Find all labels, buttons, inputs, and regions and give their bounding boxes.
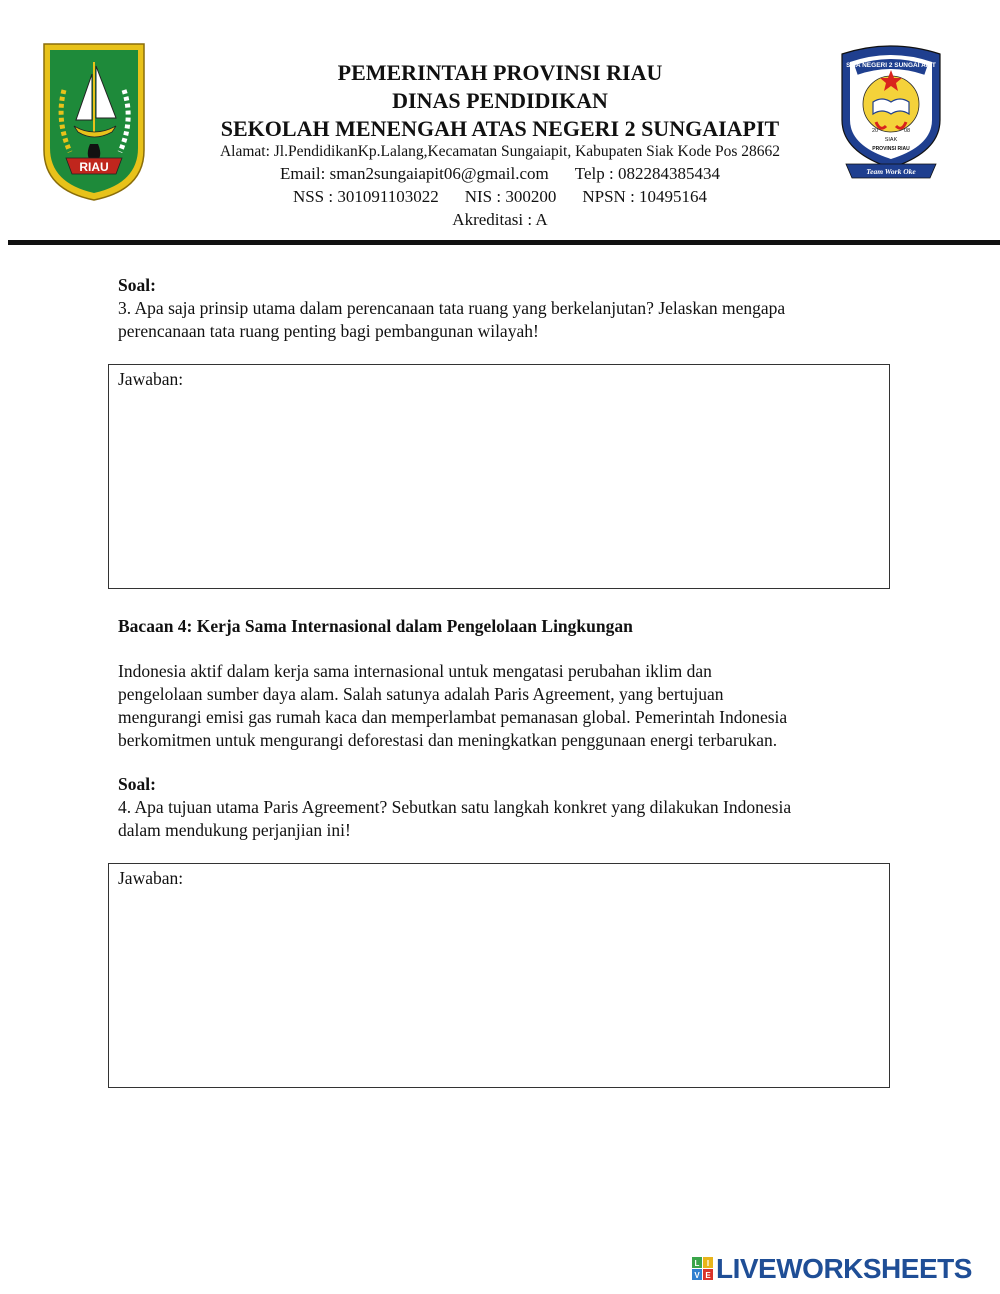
reading-line: Indonesia aktif dalam kerja sama internasional untuk mengatasi perubahan iklim dan xyxy=(118,661,712,681)
soal-label: Soal: xyxy=(118,774,156,794)
header-nss: NSS : 301091103022 xyxy=(292,187,439,206)
header-identifiers xyxy=(0,186,1000,208)
svg-text:20: 20 xyxy=(872,128,879,134)
header-school-name: SEKOLAH MENENGAH ATAS NEGERI 2 SUNGAIAPIT xyxy=(220,116,780,141)
liveworksheets-wordmark: LIVEWORKSHEETS xyxy=(716,1253,972,1284)
header-department: DINAS PENDIDIKAN xyxy=(392,88,608,113)
header-government: PEMERINTAH PROVINSI RIAU xyxy=(337,60,663,85)
svg-text:SIAK: SIAK xyxy=(884,137,898,143)
answer-label: Jawaban: xyxy=(118,868,184,888)
question-3 xyxy=(118,274,898,343)
svg-text:PROVINSI RIAU: PROVINSI RIAU xyxy=(872,146,910,152)
svg-text:L: L xyxy=(694,1259,700,1268)
reading-line: pengelolaan sumber daya alam. Salah satunya adalah Paris Agreement, yang bertujuan xyxy=(118,684,724,704)
svg-text:RIAU: RIAU xyxy=(79,160,109,174)
header-accreditation: Akreditasi : A xyxy=(452,210,548,229)
liveworksheets-logo-icon xyxy=(692,1256,714,1282)
answer-box-4[interactable] xyxy=(108,863,890,1088)
header-nis: NIS : 300200 xyxy=(464,187,557,206)
question-text: perencanaan tata ruang penting bagi pembangunan wilayah! xyxy=(118,321,539,341)
liveworksheets-brand[interactable] xyxy=(692,1252,972,1286)
reading-body xyxy=(118,660,898,752)
question-text: dalam mendukung perjanjian ini! xyxy=(118,820,351,840)
question-4 xyxy=(118,773,898,842)
svg-text:SMA NEGERI 2 SUNGAI APIT: SMA NEGERI 2 SUNGAI APIT xyxy=(846,62,936,69)
question-text: 3. Apa saja prinsip utama dalam perencanaan tata ruang yang berkelanjutan? Jelaskan mengapa xyxy=(118,298,786,318)
header-contact xyxy=(0,163,1000,185)
reading-line: mengurangi emisi gas rumah kaca dan memperlambat pemanasan global. Pemerintah Indonesia xyxy=(118,707,788,727)
reading-line: berkomitmen untuk mengurangi deforestasi dan meningkatkan penggunaan energi terbarukan. xyxy=(118,730,778,750)
answer-label: Jawaban: xyxy=(118,369,184,389)
svg-text:E: E xyxy=(705,1271,711,1280)
svg-text:I: I xyxy=(706,1259,710,1268)
reading-title: Bacaan 4: Kerja Sama Internasional dalam Pengelolaan Lingkungan xyxy=(118,616,633,636)
header-telp: Telp : 082284385434 xyxy=(574,164,720,183)
header-email: Email: sman2sungaiapit06@gmail.com xyxy=(280,164,549,183)
header-npsn: NPSN : 10495164 xyxy=(582,187,708,206)
soal-label: Soal: xyxy=(118,275,156,295)
question-text: 4. Apa tujuan utama Paris Agreement? Sebutkan satu langkah konkret yang dilakukan Indonesia xyxy=(118,797,792,817)
header-address: Alamat: Jl.PendidikanKp.Lalang,Kecamatan Sungaiapit, Kabupaten Siak Kode Pos 28662 xyxy=(219,143,781,160)
svg-text:08: 08 xyxy=(904,128,911,134)
header-divider xyxy=(8,240,1000,245)
svg-text:V: V xyxy=(694,1271,700,1280)
answer-box-3[interactable] xyxy=(108,364,890,589)
svg-text:Team Work Oke: Team Work Oke xyxy=(866,167,916,176)
